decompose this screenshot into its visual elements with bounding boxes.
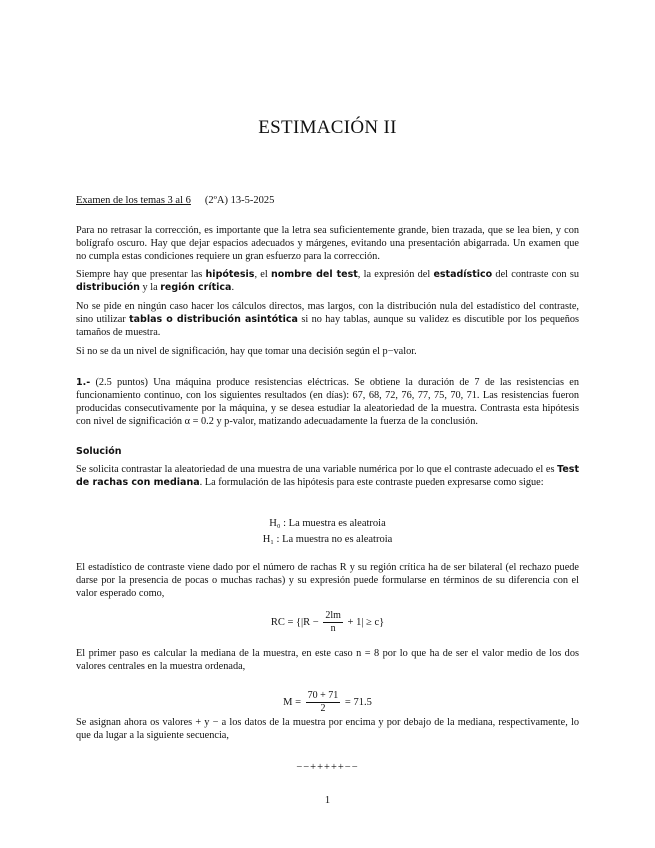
problem-1 [76,376,579,428]
critical-region-formula: RC = {|R − $\frac{2lm}{n}$ + 1| ≥ c} [270,610,385,634]
page-number: 1 [324,795,331,806]
exam-topics: Examen de los temas 3 al 6 [76,195,191,206]
hypothesis-h1: H₁ : La muestra no es aleatroia [262,534,393,545]
exam-date: (2ºA) 13-5-2025 [204,195,275,206]
solution-paragraph-1: Se solicita contrastar la aleatoriedad de una muestra de una variable numérica por lo que el contraste adecuado el es Test de rachas con mediana. La formulación de las hipótesis para este contraste pueden expresarse como sigue: [76,464,579,489]
intro-paragraph-4: Si no se da un nivel de significación, hay que tomar una decisión según el p−valor. [76,346,417,357]
hypothesis-h0: H₀ : La muestra es aleatroia [269,518,386,529]
solution-title: Solución [76,446,122,457]
solution-paragraph-3: El primer paso es calcular la mediana de la muestra, en este caso n = 8 por lo que ha de ser el valor medio de los dos valores centrales en la muestra ordenada, [76,648,579,673]
problem-text: (2.5 puntos) Una máquina produce resistencias eléctricas. Se obtiene la duración de 7 de las resistencias en funcionamiento continuo, con los siguientes resultados (en días): 67, 68, 72, 76, 77, 75, 70, 71. Las resistencias fueron producidas consecutivamente por la máquina, y se desea estudiar la aleatoriedad de la muestra. Contrasta esta hipótesis con nivel de significación α = 0.2 y p-valor, matizando adecuadamente la fuerza de la conclusión. [76,377,579,428]
problem-number: 1.- [76,377,91,388]
intro-paragraph-2: Siempre hay que presentar las hipótesis, el nombre del test, la expresión del estadístico del contraste con su distribución y la región crítica. [76,269,579,294]
intro-paragraph-3: No se pide en ningún caso hacer los cálculos directos, mas largos, con la distribución nula del estadístico del contraste, sino utilizar tablas o distribución asintótica si no hay tablas, aunque su validez es discutible por los pequeños tamaños de muestra. [76,301,579,339]
exam-header [76,195,274,206]
median-formula: M = $\frac{70 + 71}{2}$ = 71.5 [283,690,372,714]
page-title: ESTIMACIÓN II [258,117,397,138]
sign-sequence: −−+++++−− [296,762,359,773]
solution-paragraph-2: El estadístico de contraste viene dado por el número de rachas R y su región crítica ha de ser bilateral (el rechazo puede darse por la presencia de pocas o muchas rachas) y su expresión puede formularse en términos de su diferencia con el valor esperado como, [76,562,579,600]
solution-paragraph-4: Se asignan ahora os valores + y − a los datos de la muestra por encima y por debajo de la mediana, respectivamente, lo que da lugar a la siguiente secuencia, [76,717,579,742]
intro-paragraph-1: Para no retrasar la corrección, es importante que la letra sea suficientemente grande, bien trazada, que se lea bien, y con bolígrafo oscuro. Hay que dejar espacios adecuados y márgenes, evitando una presentación abigarrada. Un examen que no cumpla estas condiciones requiere un gran esfuerzo para la corrección. [76,225,579,263]
